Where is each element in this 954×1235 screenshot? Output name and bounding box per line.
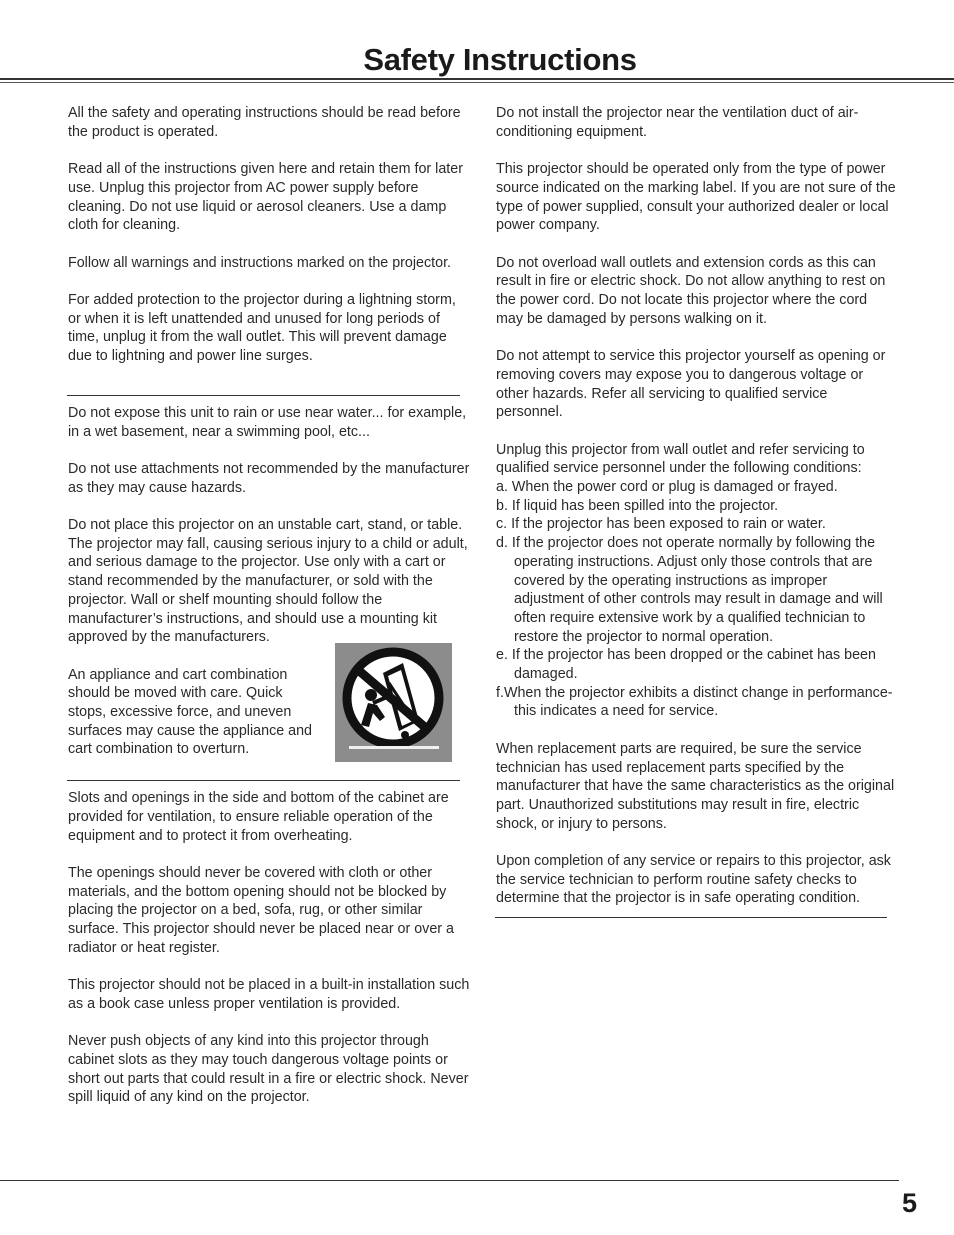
no-cart-tipping-icon xyxy=(335,643,452,762)
section-divider xyxy=(67,395,460,396)
section-divider-2 xyxy=(67,780,460,781)
paragraph-openings-covered: The openings should never be covered with cloth or other materials, and the bottom opening should not be blocked by placing the projector on a bed, sofa, rug, or other similar surface. This projector should never be placed near or over a radiator or heat register. xyxy=(68,865,454,956)
conditions-list xyxy=(496,478,898,721)
page-number: 5 xyxy=(901,1188,917,1218)
cart-warning xyxy=(68,666,472,762)
list-item: e. If the projector has been dropped or the cabinet has been damaged. xyxy=(496,647,876,683)
list-item: b. If liquid has been spilled into the projector. xyxy=(496,497,779,514)
paragraph-unstable-cart: Do not place this projector on an unstable cart, stand, or table. The projector may fall, causing serious injury to a child or adult, and serious damage to the projector. Use only with a cart or stand recommended by the manufacturer, or sold with the projector. Wall or shelf mounting should follow the manufacturer’s instructions, and should use a mounting kit approved by the manufacturers. xyxy=(68,516,468,646)
footer-rule xyxy=(0,1180,899,1181)
page-title: Safety Instructions xyxy=(363,42,637,77)
paragraph-ventilation-duct: Do not install the projector near the ventilation duct of air-conditioning equipment. xyxy=(496,105,859,140)
paragraph-water: Do not expose this unit to rain or use near water... for example, in a wet basement, near a swimming pool, etc... xyxy=(68,404,467,440)
paragraph-push-objects: Never push objects of any kind into this projector through cabinet slots as they may touch dangerous voltage points or short out parts that could result in a fire or electric shock. Never spill liquid of any kind on the projector. xyxy=(68,1033,469,1106)
paragraph-read-instructions: All the safety and operating instructions should be read before the product is operated. xyxy=(68,105,461,140)
right-column xyxy=(496,104,898,918)
paragraph-overload-outlets: Do not overload wall outlets and extension cords as this can result in fire or electric shock. Do not allow anything to rest on the power cord. Do not locate this projector where the cord may be damaged by persons walking on it. xyxy=(496,254,886,327)
list-item: f.When the projector exhibits a distinct change in performance-this indicates a need for service. xyxy=(496,684,893,720)
paragraph-lightning: For added protection to the projector during a lightning storm, or when it is left unattended and unused for long periods of time, unplug it from the wall outlet. This will prevent damage due to lightning and power line surges. xyxy=(68,291,456,365)
title-rule xyxy=(0,78,954,80)
paragraph-follow-warnings: Follow all warnings and instructions marked on the projector. xyxy=(68,254,452,271)
paragraph-no-self-service: Do not attempt to service this projector yourself as opening or removing covers may expose you to dangerous voltage or other hazards. Refer all servicing to qualified service personnel. xyxy=(496,348,886,421)
paragraph-replacement-parts: When replacement parts are required, be sure the service technician has used replacement parts specified by the manufacturer that have the same characteristics as the original part. Unauthorized substitutions may result in fire, electric shock, or injury to persons. xyxy=(496,740,895,832)
paragraph-ventilation-slots: Slots and openings in the side and bottom of the cabinet are provided for ventilation, to ensure reliable operation of the equipment and to protect it from overheating. xyxy=(68,790,449,844)
paragraph-attachments: Do not use attachments not recommended by the manufacturer as they may cause hazards. xyxy=(68,460,470,496)
paragraph-built-in-installation: This projector should not be placed in a built-in installation such as a book case unless proper ventilation is provided. xyxy=(68,977,470,1012)
section-divider-end xyxy=(495,917,887,918)
left-column xyxy=(68,104,472,1126)
paragraph-retain-instructions: Read all of the instructions given here and retain them for later use. Unplug this projector from AC power supply before cleaning. Do not use liquid or aerosol cleaners. Use a damp cloth for cleaning. xyxy=(68,161,463,234)
paragraph-service-conditions: Unplug this projector from wall outlet and refer servicing to qualified service personnel under the following conditions: xyxy=(496,441,865,477)
list-item: d. If the projector does not operate normally by following the operating instructions. Adjust only those controls that are covered by the operating instructions as improper adjustment of other controls may result in damage and will often require extensive work by a qualified technician to restore the projector to normal operation. xyxy=(496,535,883,645)
list-item: a. When the power cord or plug is damaged or frayed. xyxy=(496,479,838,495)
paragraph-power-source: This projector should be operated only from the type of power source indicated on the marking label. If you are not sure of the type of power supplied, consult your authorized dealer or local power company. xyxy=(496,161,896,234)
paragraph-safety-checks: Upon completion of any service or repairs to this projector, ask the service technician to perform routine safety checks to determine that the projector is in safe operating condition. xyxy=(496,853,891,907)
title-rule-thin xyxy=(0,82,954,83)
paragraph-cart-combination: An appliance and cart combination should be moved with care. Quick stops, excessive force, and uneven surfaces may cause the appliance and cart combination to overturn. xyxy=(68,666,312,758)
list-item: c. If the projector has been exposed to rain or water. xyxy=(496,516,826,533)
